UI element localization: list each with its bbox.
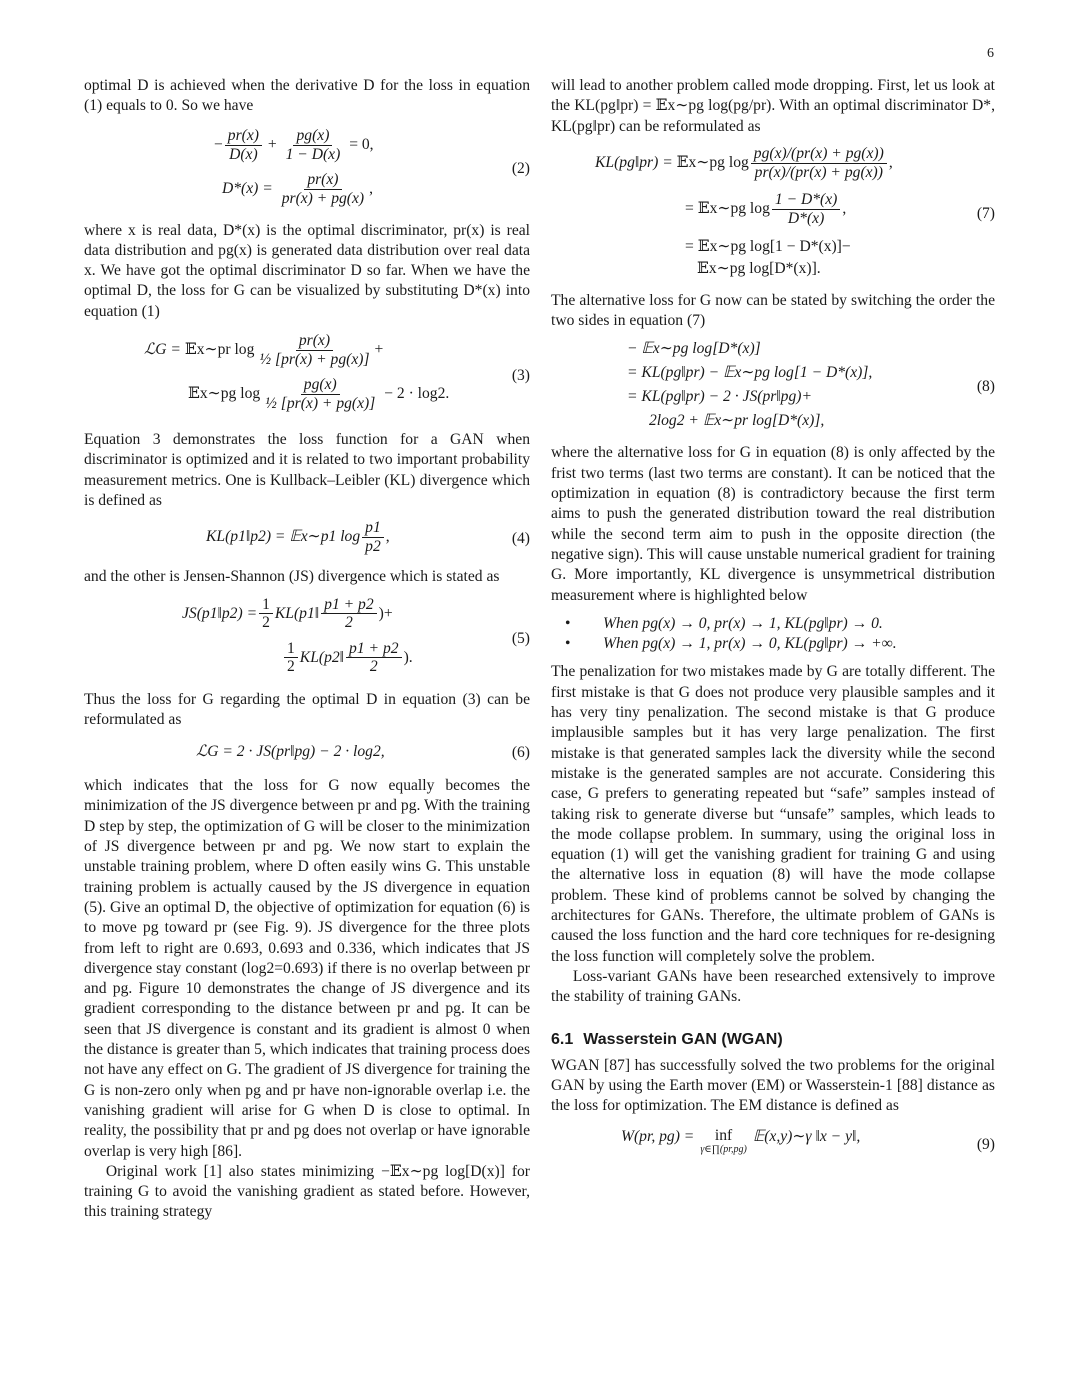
equation-8-line-4: 2log2 + 𝔼x∼pr log[D*(x)],: [649, 412, 825, 430]
equation-9-number: (9): [976, 1135, 995, 1153]
right-paragraph-4: The penalization for two mistakes made by G are totally different. The first mistake is that G does not produce very plausible samples and it has very tiny penalization. The second mistake is that G produce implausible samples but it has very large penalization. The first mistake is that generated samples lack the diversity while the second mistake is the generated samples are not accurate. Considering this case, G prefers to generating repeated but “safe” samples instead of taking risk to generate diverse but “unsafe” samples, which leads to the mode collapse problem. In summary, using the original loss in equation (1) will get the vanishing gradient for training G and using the alternative loss in equation (8) will have the mode collapse problem. These kind of problems cannot be solved by changing the architectures for GANs. Therefore, the ultimate problem of GANs is caused the loss function and the hard core techniques for re-designing the loss function will completely solve the problem.: [551, 663, 995, 965]
equation-5-number: (5): [511, 629, 530, 647]
equation-9-body: W(pr, pg) = inf γ∈∏(pr,pg) 𝔼(x,y)∼γ ‖x − y‖,: [621, 1126, 861, 1155]
equation-8-line-3: = KL(pg‖pr) − 2 · JS(pr‖pg)+: [627, 388, 812, 406]
left-paragraph-1: optimal D is achieved when the derivative D for the loss in equation (1) equals to 0. So we have: [84, 77, 530, 115]
equation-5: [84, 594, 530, 684]
left-paragraph-5: Thus the loss for G regarding the optimal D in equation (3) can be reformulated as: [84, 690, 530, 728]
equation-3-line-1: ℒG = 𝔼x∼pr log $\frac{pr(x)}{\text{½ [pr(x) + pg(x)]}}$ +: [144, 332, 384, 368]
equation-8: [551, 337, 995, 437]
equation-3-line-2: 𝔼x∼pg log $\frac{pg(x)}{\text{½ [pr(x) + pg(x)]}}$ − 2 · log2.: [188, 376, 450, 412]
equation-8-number: (8): [976, 378, 995, 396]
section-heading: [551, 1030, 995, 1050]
right-paragraph-5: Loss-variant GANs have been researched extensively to improve the stability of training GANs.: [551, 967, 995, 1006]
equation-3: [84, 328, 530, 424]
equation-8-line-1: − 𝔼x∼pg log[D*(x)]: [627, 340, 761, 358]
right-paragraph-3: where the alternative loss for G in equation (8) is only affected by the frist two terms (last two terms are constant). It can be noticed that the optimization in equation (8) is contradictory because the first term aims to push the generated distribution toward the real distribution while the second term aim to push in the opposite direction (the negative sign). This will cause unstable numerical gradient for training G. More importantly, KL divergence is unsymmetrical distribution measurement where is highlighted below: [551, 444, 995, 604]
left-paragraph-4: and the other is Jensen-Shannon (JS) divergence which is stated as: [84, 568, 500, 586]
section-title: Wasserstein GAN (WGAN): [583, 1030, 783, 1048]
equation-5-line-2: $\frac{1}{2}$ KL(p2‖ $\frac{p1 + p2}{2}$ ).: [282, 640, 413, 677]
equation-7-line-4: 𝔼x∼pg log[D*(x)].: [697, 259, 821, 277]
equation-4-number: (4): [511, 530, 530, 548]
equation-7-number: (7): [976, 204, 995, 222]
list-item: • When pg(x) → 1, pr(x) → 0, KL(pg‖pr) → +∞.: [551, 634, 995, 654]
right-paragraph-1: will lead to another problem called mode dropping. First, let us look at the KL(pg‖pr) = 𝔼x∼pg log(pg/pr). With an optimal discriminator D*, KL(pg‖pr) can be reformulated as: [551, 77, 995, 135]
equation-6-number: (6): [511, 744, 530, 762]
equation-7-line-1: KL(pg‖pr) = 𝔼x∼pg log $\frac{pg(x)/(pr(x) + pg(x))}{pr(x)/(pr(x) + pg(x))}$ ,: [595, 144, 893, 181]
left-paragraph-3: Equation 3 demonstrates the loss function for a GAN when discriminator is optimized and it is related to two important probability measurement metrics. One is Kullback–Leibler (KL) divergence which is defined as: [84, 431, 530, 509]
equation-6-body: ℒG = 2 · JS(pr‖pg) − 2 · log2,: [196, 743, 385, 761]
equation-6: [84, 736, 530, 770]
equation-7-line-3: = 𝔼x∼pg log[1 − D*(x)]−: [685, 237, 851, 255]
equation-7: [551, 143, 995, 285]
section-number: 6.1: [551, 1030, 574, 1048]
left-paragraph-6: which indicates that the loss for G now equally becomes the minimization of the JS divergence between pr and pg. With the training D step by step, the optimization of G will be closer to the minimization of JS divergence between pr and pg. We now start to explain the unstable training problem, where D often easily wins G. This unstable training problem is actually caused by the JS divergence in equation (5). Give an optimal D, the objective of optimization for equation (6) is to move pg toward pr (see Fig. 9). JS divergence for the three plots from left to right are 0.693, 0.693 and 0.336, which indicates that JS divergence stay constant (log2=0.693) if there is no overlap between pr and pg. Figure 10 demonstrates the change of JS divergence and its gradient corresponding to the distance between pr and pg. It can be seen that JS divergence is constant and its gradient is almost 0 when the distance is greater than 5, which indicates that training process does not have any effect on G. The gradient of JS divergence for training the G is non-zero only when pg and pr have non-ignorable overlap i.e. the vanishing gradient will arise for G when D is close to optimal. In reality, the possibility that pr and pg does not overlap or have ignorable overlap is very high [86].: [84, 777, 531, 1160]
equation-8-line-2: = KL(pg‖pr) − 𝔼x∼pg log[1 − D*(x)],: [627, 364, 873, 382]
equation-5-line-1: JS(p1‖p2) = $\frac{1}{2}$ KL(p1‖ $\frac{p1 + p2}{2}$ )+: [182, 595, 393, 632]
equation-3-number: (3): [511, 366, 530, 384]
right-column: [551, 76, 995, 1173]
equation-2-line-1: − $\frac{pr(x)}{D(x)}$ + $\frac{pg(x)}{1 - D(x)}$ = 0,: [214, 126, 374, 163]
list-item: • When pg(x) → 0, pr(x) → 1, KL(pg‖pr) → 0.: [551, 614, 995, 634]
equation-2-number: (2): [511, 159, 530, 177]
equation-2-line-2: D*(x) = $\frac{pr(x)}{pr(x) + pg(x)}$ ,: [222, 170, 374, 207]
equation-2: [84, 123, 530, 215]
bullet-list: [551, 614, 995, 655]
equation-4-body: KL(p1‖p2) = 𝔼x∼p1 log $\frac{p1}{p2}$ ,: [206, 519, 390, 556]
right-paragraph-6: WGAN [87] has successfully solved the two problems for the original GAN by using the Earth mover (EM) or Wasserstein-1 [88] distance as the loss for optimization. The EM distance is defined as: [551, 1056, 995, 1115]
left-column: [84, 76, 530, 1223]
equation-9: [551, 1123, 995, 1167]
equation-4: [84, 517, 530, 561]
left-paragraph-7: Original work [1] also states minimizing −𝔼x∼pg log[D(x)] for training G to avoid the vanishing gradient as stated before. However, this training strategy: [84, 1162, 530, 1221]
page-number: 6: [987, 46, 994, 61]
right-paragraph-2: The alternative loss for G now can be stated by switching the order the two sides in equation (7): [551, 291, 995, 330]
equation-7-line-2: = 𝔼x∼pg log $\frac{1 - D*(x)}{D*(x)}$ ,: [685, 190, 847, 227]
left-paragraph-2: where x is real data, D*(x) is the optimal discriminator, pr(x) is real data distribution and pg(x) is generated data distribution over real data x. We have got the optimal discriminator D so far. When we have the optimal D, the loss for G can be visualized by substituting D*(x) into equation (1): [84, 221, 530, 320]
